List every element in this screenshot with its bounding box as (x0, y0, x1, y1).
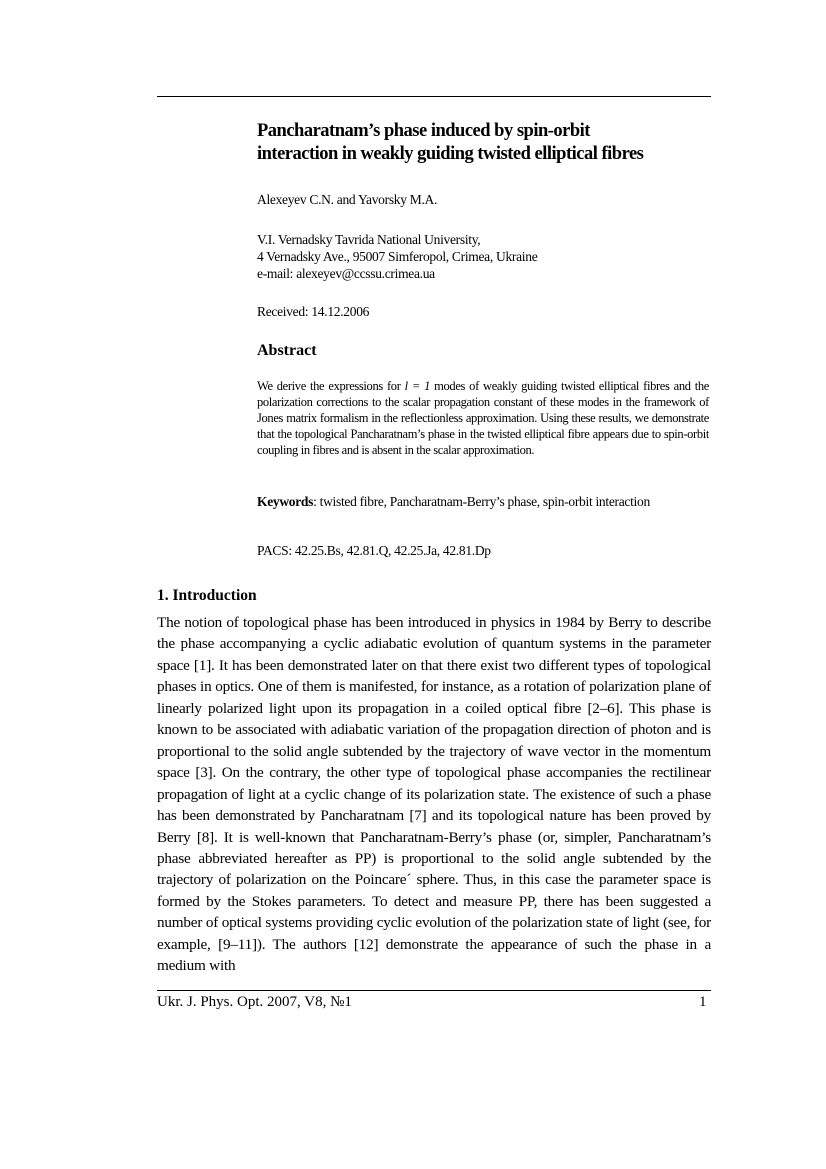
paper-title (257, 120, 727, 165)
paper-title-line2: interaction in weakly guiding twisted elliptical fibres (257, 143, 644, 164)
page-number: 1 (699, 994, 707, 1010)
abstract-text-rest: modes of weakly guiding twisted elliptical fibres and the polarization corrections to the scalar propagation constant of these modes in the framework of Jones matrix formalism in the reflectionless approximation. Using these results, we demonstrate that the topological Pancharatnam’s phase in the twisted elliptical fibre appears due to spin-orbit coupling in fibres and is absent in the scalar approximation. (257, 379, 709, 457)
affiliation-address: 4 Vernadsky Ave., 95007 Simferopol, Crimea, Ukraine (257, 249, 538, 264)
keywords-label: Keywords (257, 494, 314, 509)
header-rule (157, 96, 711, 97)
abstract-text (257, 378, 709, 458)
pacs-codes: PACS: 42.25.Bs, 42.81.Q, 42.25.Ja, 42.81.Dp (257, 543, 491, 558)
abstract-heading: Abstract (257, 342, 317, 359)
footer-journal-citation: Ukr. J. Phys. Opt. 2007, V8, №1 (157, 994, 352, 1010)
abstract-text-start: We derive the expressions for (257, 379, 405, 393)
affiliation-email: e-mail: alexeyev@ccssu.crimea.ua (257, 266, 435, 281)
introduction-heading: 1. Introduction (157, 587, 257, 604)
paper-title-line1: Pancharatnam’s phase induced by spin-orbit (257, 121, 590, 141)
keywords (257, 494, 712, 510)
affiliation (257, 231, 537, 282)
authors: Alexeyev C.N. and Yavorsky M.A. (257, 192, 438, 207)
keywords-text: : twisted fibre, Pancharatnam-Berry’s phase, spin-orbit interaction (313, 494, 650, 509)
abstract-math-l1: l = 1 (404, 379, 431, 393)
affiliation-institution: V.I. Vernadsky Tavrida National University, (257, 232, 481, 247)
footer-rule (157, 990, 711, 991)
introduction-text: The notion of topological phase has been introduced in physics in 1984 by Berry to describe the phase accompanying a cyclic adiabatic evolution of quantum systems in the parameter space [1]. It has been demonstrated later on that there exist two different types of topological phases in optics. One of them is manifested, for instance, as a rotation of polarization plane of linearly polarized light upon its propagation in a coiled optical fibre [2–6]. This phase is known to be associated with adiabatic variation of the propagation direction of photon and is proportional to the solid angle subtended by the trajectory of wave vector in the momentum space [3]. On the contrary, the other type of topological phase accompanies the rectilinear propagation of light at a cyclic change of its polarization state. The existence of such a phase has been demonstrated by Pancharatnam [7] and its topological nature has been proved by Berry [8]. It is well-known that Pancharatnam-Berry’s phase (or, simpler, Pancharatnam’s phase abbreviated hereafter as PP) is proportional to the solid angle subtended by the trajectory of polarization on the Poincare´ sphere. Thus, in this case the parameter space is formed by the Stokes parameters. To detect and measure PP, there has been suggested a number of optical systems providing cyclic evolution of the polarization state of light (see, for example, [9–11]). The authors [12] demonstrate the appearance of such the phase in a medium with (157, 614, 711, 975)
received-date: Received: 14.12.2006 (257, 304, 370, 319)
